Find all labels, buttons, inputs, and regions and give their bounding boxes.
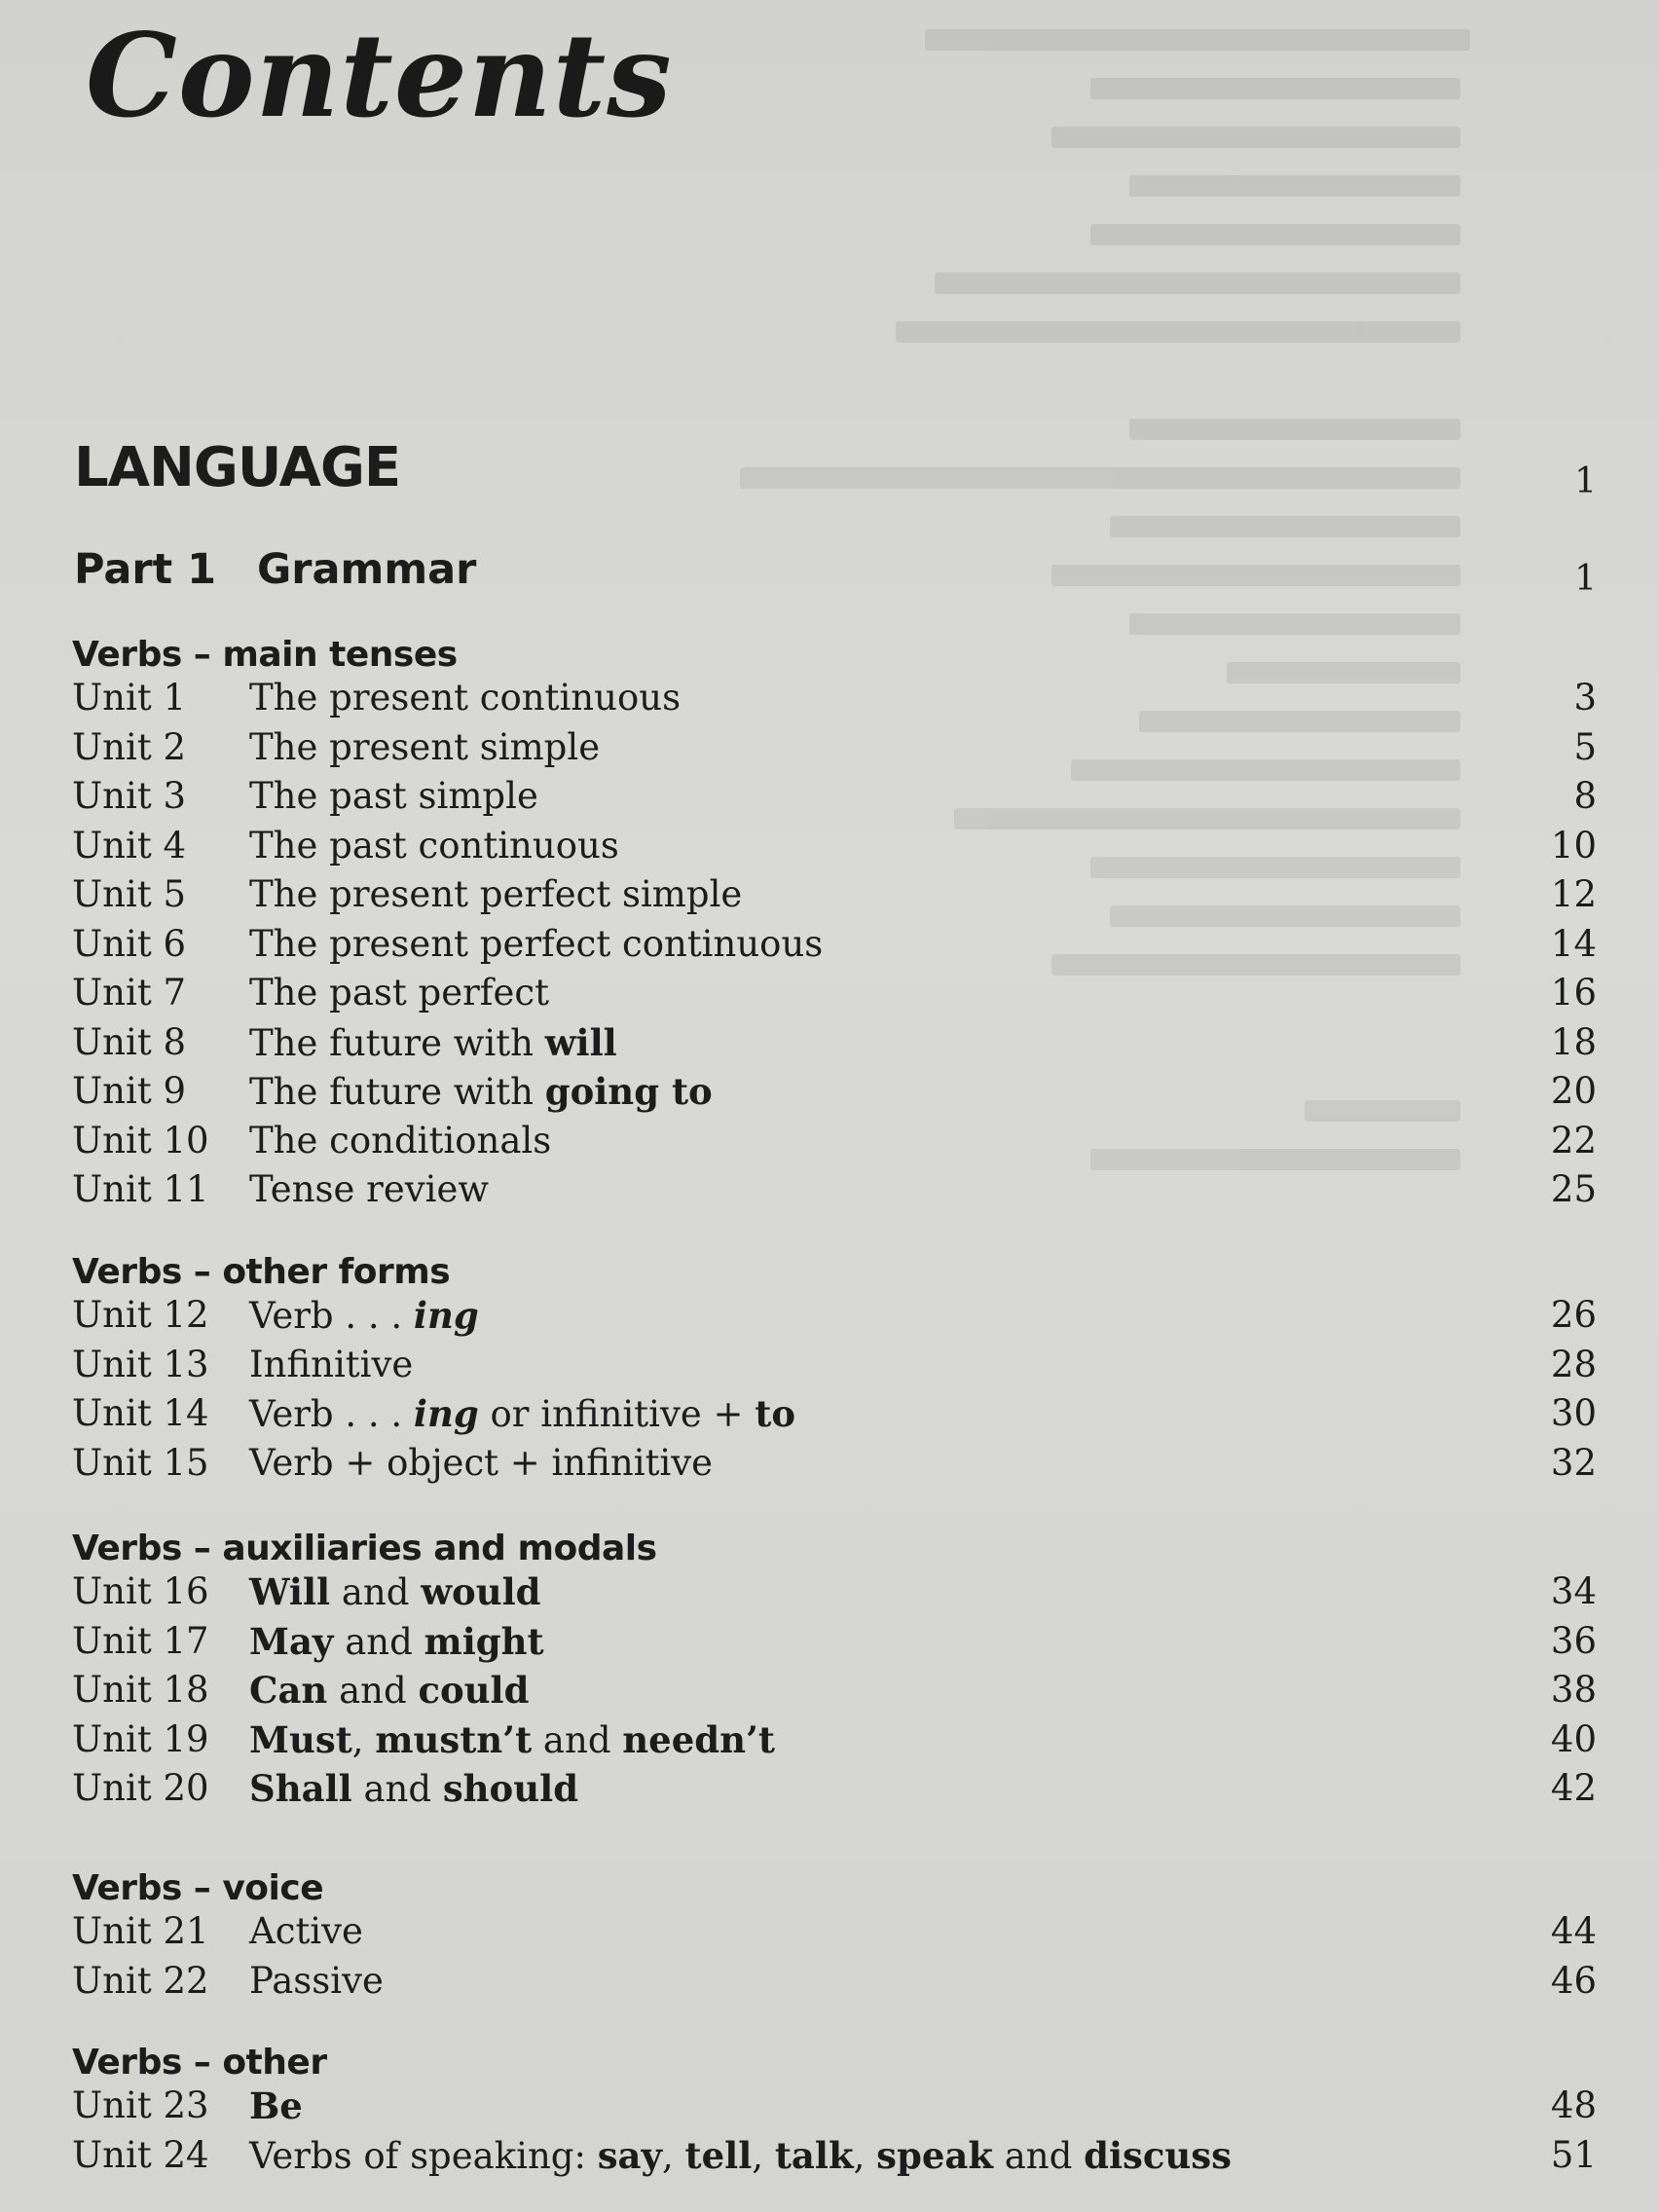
unit-title-part: ing bbox=[413, 1294, 479, 1337]
unit-title-part: Verb . . . bbox=[249, 1295, 414, 1337]
toc-row bbox=[72, 1569, 1597, 1614]
unit-title-part: Be bbox=[249, 2084, 303, 2127]
unit-title-part: needn’t bbox=[622, 1717, 776, 1761]
unit-page-number: 3 bbox=[1573, 677, 1597, 719]
unit-title bbox=[249, 1619, 544, 1665]
unit-page-number: 44 bbox=[1550, 1910, 1597, 1952]
unit-title-part: The conditionals bbox=[249, 1119, 552, 1161]
unit-title-part: The past perfect bbox=[249, 972, 549, 1014]
unit-title-part: The present perfect simple bbox=[249, 873, 743, 915]
unit-title-part: The present continuous bbox=[249, 677, 682, 719]
part-name: Grammar bbox=[257, 545, 477, 594]
unit-title-part: say bbox=[597, 2133, 663, 2177]
unit-page-number: 40 bbox=[1550, 1717, 1597, 1760]
unit-title-part: going to bbox=[544, 1070, 713, 1113]
unit-title-part: discuss bbox=[1084, 2133, 1232, 2177]
unit-label: Unit 13 bbox=[72, 1343, 209, 1385]
unit-page-number: 46 bbox=[1550, 1959, 1597, 2002]
unit-page-number: 30 bbox=[1550, 1392, 1597, 1434]
unit-title-part: Passive bbox=[249, 1959, 384, 2002]
unit-title-part: The past simple bbox=[249, 775, 538, 817]
toc-row bbox=[72, 1959, 1597, 2004]
toc-row bbox=[72, 1119, 1597, 1163]
unit-label: Unit 4 bbox=[72, 824, 187, 866]
unit-page-number: 20 bbox=[1550, 1070, 1597, 1112]
unit-label: Unit 12 bbox=[72, 1294, 209, 1336]
unit-title-part: Verb . . . bbox=[249, 1393, 414, 1435]
unit-page-number: 36 bbox=[1550, 1619, 1597, 1662]
toc-row bbox=[72, 824, 1597, 868]
part-heading bbox=[74, 545, 476, 594]
unit-title-part: should bbox=[442, 1767, 579, 1810]
unit-page-number: 5 bbox=[1573, 725, 1597, 768]
toc-row bbox=[72, 2133, 1597, 2178]
unit-page-number: 8 bbox=[1573, 775, 1597, 817]
unit-title-part: and bbox=[351, 1768, 443, 1810]
group-heading: Verbs – other forms bbox=[72, 1252, 451, 1292]
toc-row bbox=[72, 1668, 1597, 1713]
unit-title-part: might bbox=[424, 1619, 544, 1663]
unit-page-number: 28 bbox=[1550, 1343, 1597, 1385]
unit-title-part: Can bbox=[249, 1669, 328, 1712]
unit-title-part: , bbox=[662, 2134, 685, 2177]
toc-row bbox=[72, 2083, 1597, 2128]
unit-title-part: May bbox=[249, 1619, 334, 1663]
unit-title-part: and bbox=[333, 1620, 424, 1663]
unit-page-number: 42 bbox=[1550, 1767, 1597, 1809]
unit-page-number: 12 bbox=[1550, 873, 1597, 915]
unit-page-number: 18 bbox=[1550, 1020, 1597, 1063]
unit-title bbox=[249, 824, 619, 868]
unit-title-part: or infinitive + bbox=[478, 1393, 756, 1435]
page-title: Contents bbox=[86, 8, 673, 143]
unit-title-part: and bbox=[532, 1718, 623, 1761]
toc-row bbox=[72, 1909, 1597, 1954]
unit-title-part: The future with bbox=[249, 1021, 545, 1064]
unit-title bbox=[249, 1167, 489, 1212]
toc-row bbox=[72, 1619, 1597, 1664]
unit-title-part: to bbox=[755, 1392, 796, 1435]
unit-page-number: 22 bbox=[1550, 1119, 1597, 1161]
unit-title bbox=[249, 1441, 713, 1486]
toc-row bbox=[72, 1441, 1597, 1486]
unit-label: Unit 3 bbox=[72, 775, 187, 817]
unit-title-part: Infinitive bbox=[249, 1343, 414, 1385]
toc-row bbox=[72, 676, 1597, 720]
group-heading: Verbs – main tenses bbox=[72, 635, 458, 675]
unit-title-part: The past continuous bbox=[249, 824, 619, 866]
unit-page-number: 32 bbox=[1550, 1441, 1597, 1484]
unit-title-part: Must bbox=[249, 1717, 352, 1761]
unit-label: Unit 16 bbox=[72, 1570, 209, 1612]
toc-row bbox=[72, 1391, 1597, 1436]
unit-title bbox=[249, 1119, 551, 1163]
unit-title bbox=[249, 676, 681, 720]
unit-title-part: The future with bbox=[249, 1071, 545, 1113]
unit-title-part: would bbox=[421, 1570, 541, 1613]
toc-row bbox=[72, 774, 1597, 819]
unit-label: Unit 11 bbox=[72, 1168, 209, 1210]
language-page-number: 1 bbox=[1574, 461, 1597, 501]
toc-row bbox=[72, 1020, 1597, 1065]
unit-title bbox=[249, 1020, 617, 1066]
unit-title-part: The present simple bbox=[249, 725, 601, 768]
unit-label: Unit 1 bbox=[72, 677, 187, 719]
unit-page-number: 14 bbox=[1550, 922, 1597, 965]
unit-title-part: Verbs of speaking: bbox=[249, 2134, 598, 2177]
unit-title-part: will bbox=[544, 1020, 617, 1064]
section-heading-language: LANGUAGE bbox=[74, 436, 401, 499]
toc-row bbox=[72, 725, 1597, 770]
unit-page-number: 10 bbox=[1550, 824, 1597, 866]
unit-title bbox=[249, 922, 823, 967]
unit-label: Unit 9 bbox=[72, 1070, 187, 1112]
unit-title bbox=[249, 1343, 413, 1387]
toc-row bbox=[72, 1343, 1597, 1387]
unit-title-part: talk bbox=[774, 2133, 854, 2177]
unit-label: Unit 24 bbox=[72, 2133, 209, 2176]
unit-label: Unit 14 bbox=[72, 1392, 209, 1434]
part-number: Part 1 bbox=[74, 545, 217, 594]
unit-title-part: , bbox=[853, 2134, 877, 2177]
unit-title-part: and bbox=[327, 1670, 419, 1712]
unit-title bbox=[249, 1959, 384, 2004]
unit-title bbox=[249, 1909, 363, 1954]
toc-row bbox=[72, 1167, 1597, 1212]
unit-label: Unit 20 bbox=[72, 1767, 209, 1809]
unit-title bbox=[249, 1293, 479, 1339]
unit-title bbox=[249, 1569, 541, 1615]
unit-title bbox=[249, 1391, 795, 1437]
unit-title-part: ing bbox=[413, 1392, 479, 1435]
toc-row bbox=[72, 1069, 1597, 1114]
unit-title-part: Active bbox=[249, 1910, 363, 1952]
unit-title bbox=[249, 1668, 529, 1714]
unit-label: Unit 23 bbox=[72, 2084, 209, 2126]
unit-label: Unit 6 bbox=[72, 922, 187, 965]
unit-title-part: and bbox=[330, 1571, 422, 1613]
unit-title bbox=[249, 774, 538, 819]
unit-page-number: 34 bbox=[1550, 1570, 1597, 1612]
group-heading: Verbs – auxiliaries and modals bbox=[72, 1529, 657, 1568]
unit-page-number: 51 bbox=[1550, 2133, 1597, 2176]
unit-label: Unit 2 bbox=[72, 725, 187, 768]
unit-title-part: tell bbox=[684, 2133, 753, 2177]
toc-row bbox=[72, 922, 1597, 967]
unit-label: Unit 8 bbox=[72, 1020, 187, 1063]
unit-label: Unit 7 bbox=[72, 972, 187, 1014]
unit-title bbox=[249, 872, 742, 917]
unit-page-number: 26 bbox=[1550, 1294, 1597, 1336]
unit-title-part: and bbox=[992, 2134, 1085, 2177]
unit-title-part: Shall bbox=[249, 1767, 352, 1810]
part-page-number: 1 bbox=[1574, 559, 1597, 599]
group-heading: Verbs – voice bbox=[72, 1868, 324, 1908]
unit-page-number: 25 bbox=[1550, 1168, 1597, 1210]
unit-label: Unit 22 bbox=[72, 1959, 209, 2002]
unit-label: Unit 21 bbox=[72, 1910, 209, 1952]
unit-title-part: , bbox=[752, 2134, 775, 2177]
toc-row bbox=[72, 971, 1597, 1015]
group-heading: Verbs – other bbox=[72, 2043, 327, 2083]
toc-row bbox=[72, 872, 1597, 917]
toc-row bbox=[72, 1766, 1597, 1811]
unit-title-part: Tense review bbox=[249, 1168, 490, 1210]
toc-row bbox=[72, 1293, 1597, 1338]
unit-title bbox=[249, 971, 549, 1015]
unit-title-part: mustn’t bbox=[375, 1717, 533, 1761]
unit-label: Unit 10 bbox=[72, 1119, 209, 1161]
unit-label: Unit 19 bbox=[72, 1717, 209, 1760]
unit-title bbox=[249, 1766, 578, 1812]
unit-title bbox=[249, 1717, 775, 1763]
unit-label: Unit 17 bbox=[72, 1619, 209, 1662]
unit-label: Unit 15 bbox=[72, 1441, 209, 1484]
unit-page-number: 16 bbox=[1550, 972, 1597, 1014]
unit-title-part: The present perfect continuous bbox=[249, 922, 824, 965]
unit-title-part: , bbox=[351, 1718, 376, 1761]
unit-title-part: Will bbox=[249, 1570, 331, 1613]
unit-label: Unit 18 bbox=[72, 1669, 209, 1711]
unit-page-number: 38 bbox=[1550, 1669, 1597, 1711]
unit-title-part: Verb + object + infinitive bbox=[249, 1441, 714, 1484]
unit-title bbox=[249, 2133, 1232, 2179]
unit-title bbox=[249, 1069, 713, 1115]
unit-title-part: could bbox=[418, 1669, 530, 1712]
unit-title bbox=[249, 725, 600, 770]
unit-label: Unit 5 bbox=[72, 873, 187, 915]
unit-page-number: 48 bbox=[1550, 2084, 1597, 2126]
unit-title bbox=[249, 2083, 303, 2129]
toc-row bbox=[72, 1717, 1597, 1762]
unit-title-part: speak bbox=[876, 2133, 993, 2177]
